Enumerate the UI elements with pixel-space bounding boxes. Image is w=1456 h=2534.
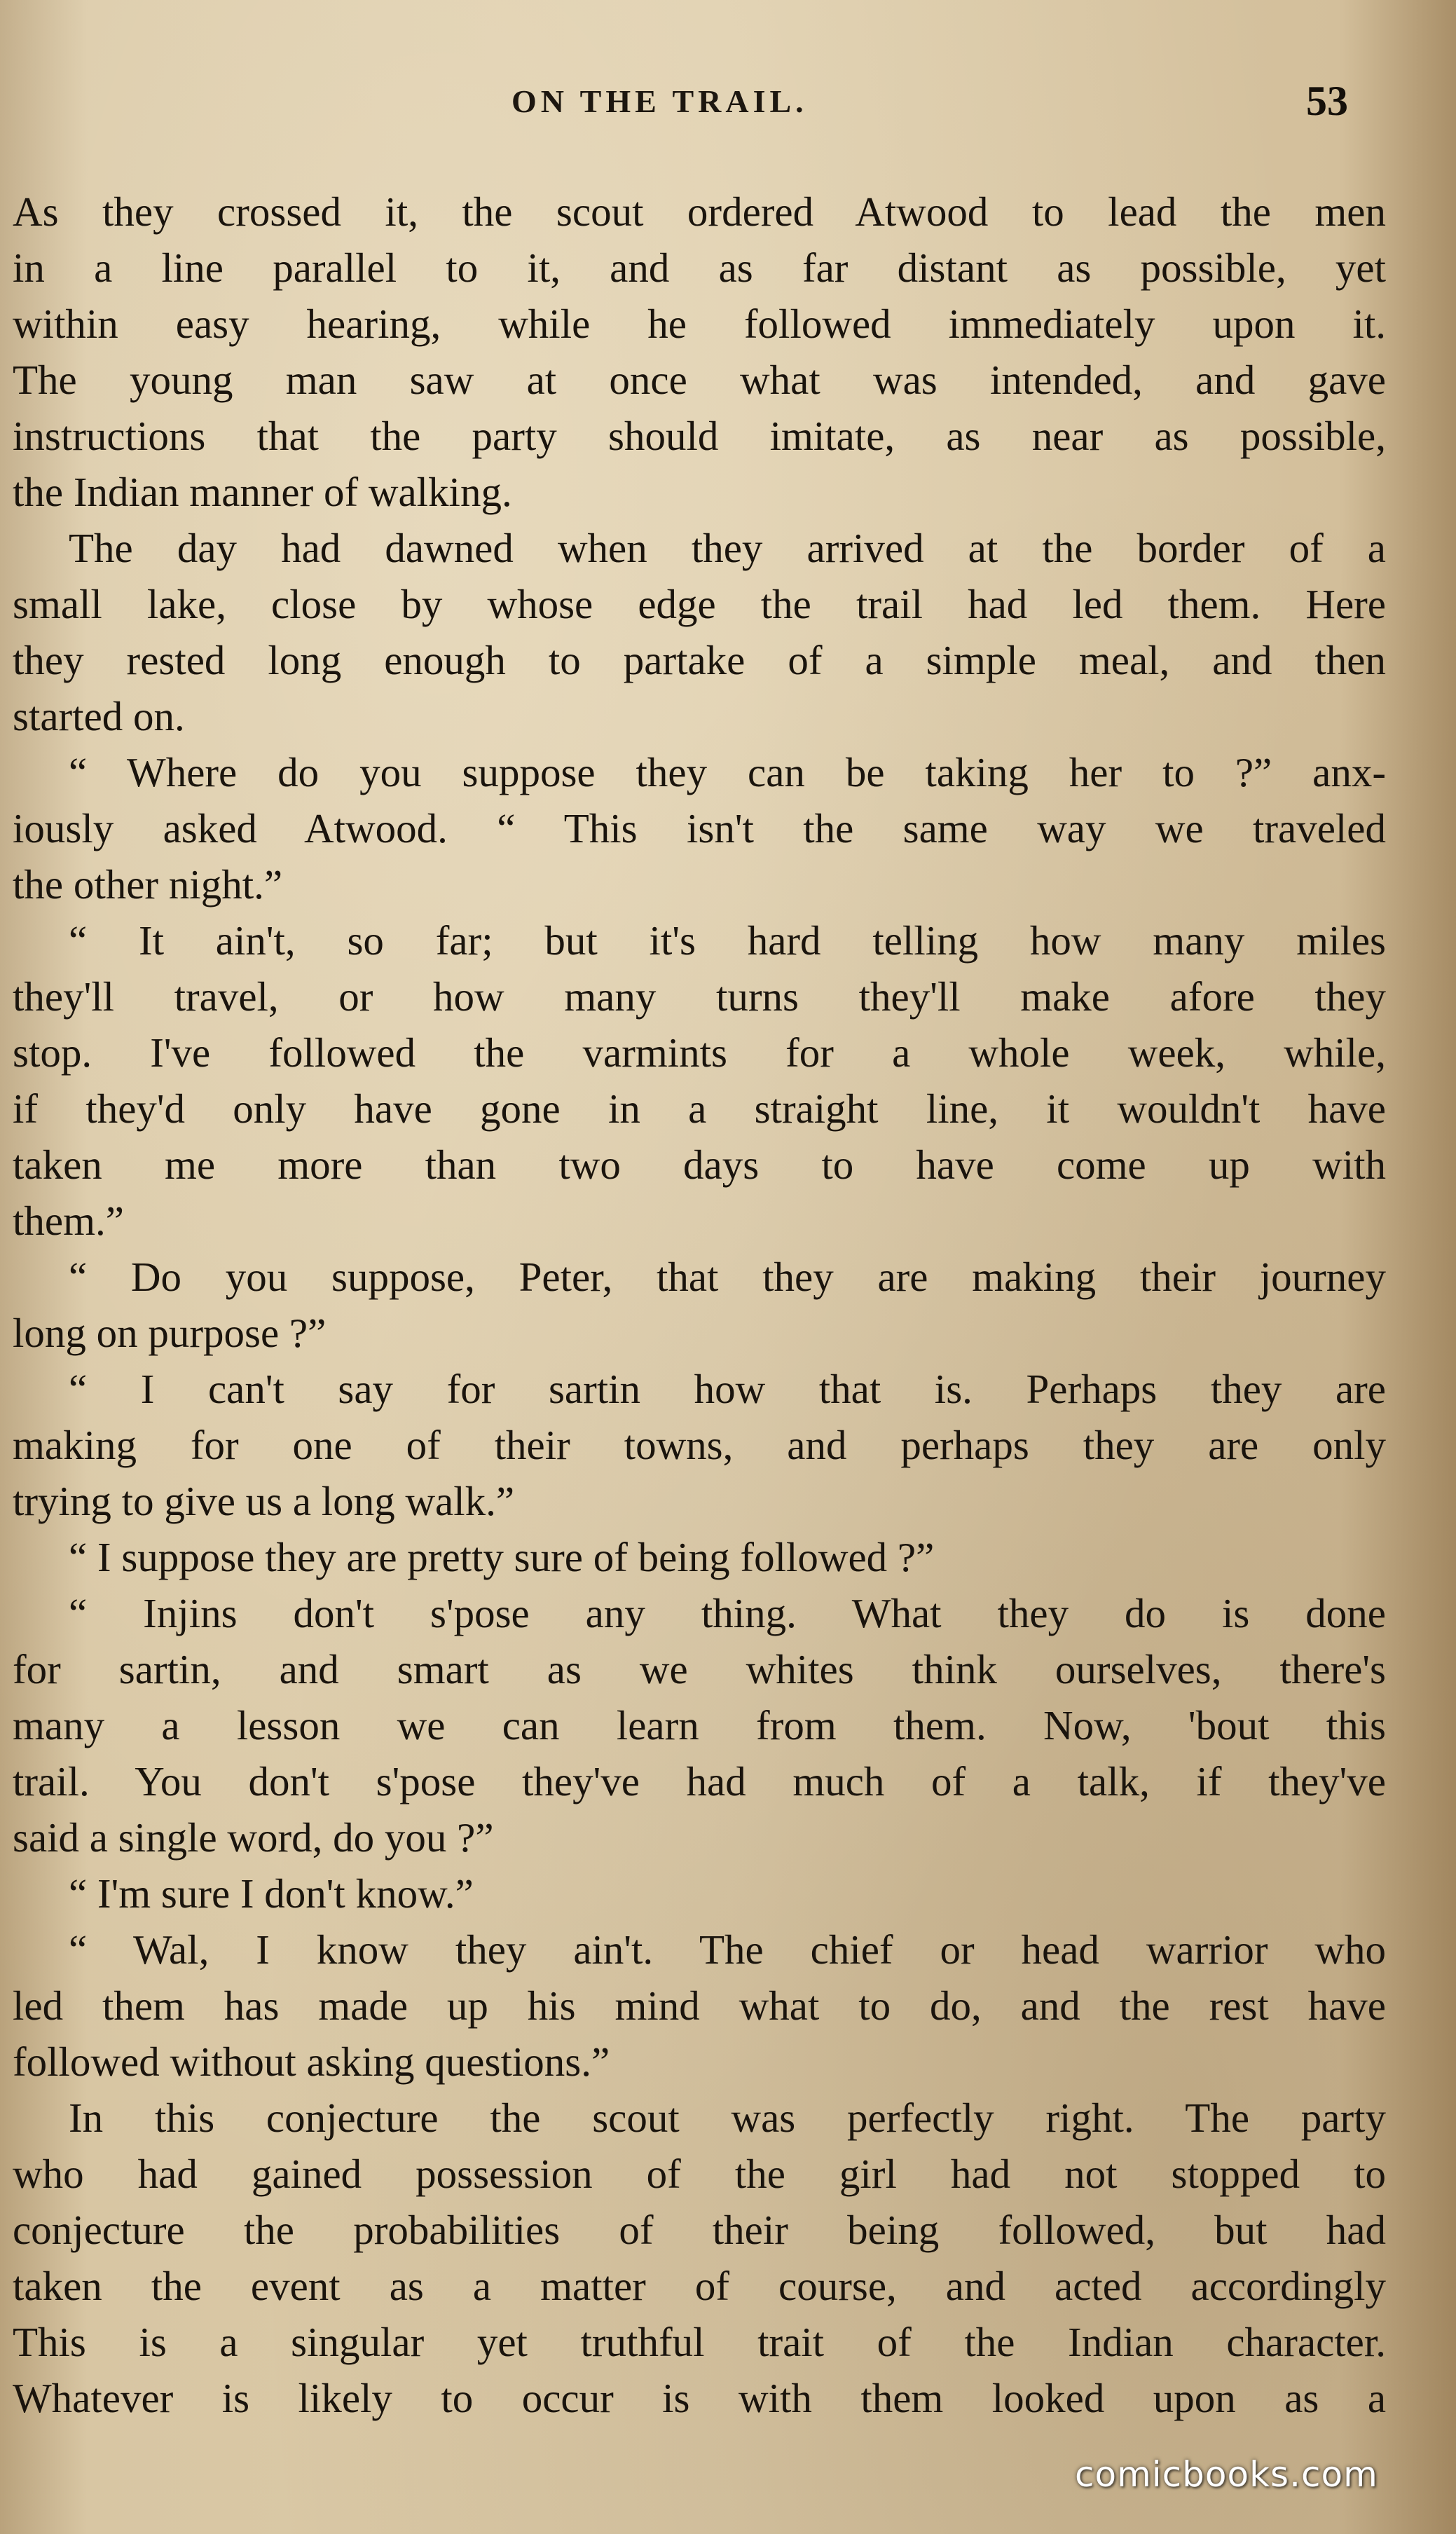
text-line: long on purpose ?” [13, 1310, 327, 1356]
text-line: instructions that the party should imitate, as near as possible, [13, 413, 1386, 459]
text-line: taken the event as a matter of course, and acted accordingly [13, 2263, 1386, 2309]
text-line: “ I'm sure I don't know.” [69, 1870, 474, 1917]
text-line: Whatever is likely to occur is with them looked upon as a [13, 2375, 1386, 2421]
text-line: in a line parallel to it, and as far distant as possible, yet [13, 245, 1386, 291]
running-head: ON THE TRAIL. [511, 83, 808, 119]
text-line: conjecture the probabilities of their being followed, but had [13, 2207, 1386, 2253]
text-line: followed without asking questions.” [13, 2039, 610, 2085]
text-line: small lake, close by whose edge the trail had led them. Here [13, 581, 1386, 627]
text-line: taken me more than two days to have come up with [13, 1142, 1386, 1188]
text-line: the other night.” [13, 861, 283, 908]
text-line: “ I can't say for sartin how that is. Perhaps they are [69, 1366, 1386, 1412]
text-line: The young man saw at once what was intended, and gave [13, 357, 1386, 403]
text-line: them.” [13, 1198, 124, 1244]
text-line: for sartin, and smart as we whites think ourselves, there's [13, 1646, 1386, 1692]
text-line: if they'd only have gone in a straight line, it wouldn't have [13, 1085, 1386, 1132]
text-line: said a single word, do you ?” [13, 1814, 494, 1861]
text-line: In this conjecture the scout was perfectly right. The party [69, 2095, 1386, 2141]
text-line: they'll travel, or how many turns they'll make afore they [13, 973, 1386, 1020]
text-line: “ Do you suppose, Peter, that they are making their journey [69, 1254, 1386, 1300]
text-line: within easy hearing, while he followed immediately upon it. [13, 301, 1386, 347]
text-line: trying to give us a long walk.” [13, 1478, 515, 1524]
watermark: comicbooks.com [1075, 2454, 1378, 2495]
text-line: “ Injins don't s'pose any thing. What they do is done [69, 1590, 1386, 1636]
text-line: started on. [13, 693, 185, 739]
text-line: making for one of their towns, and perhaps they are only [13, 1422, 1386, 1468]
text-line: As they crossed it, the scout ordered Atwood to lead the men [13, 189, 1386, 235]
text-line: trail. You don't s'pose they've had much of a talk, if they've [13, 1758, 1386, 1804]
text-line: “ I suppose they are pretty sure of being followed ?” [69, 1534, 935, 1580]
body-text [13, 184, 1386, 2426]
text-line: “ Where do you suppose they can be taking her to ?” anx- [69, 749, 1386, 795]
page-number: 53 [1306, 78, 1348, 124]
text-line: led them has made up his mind what to do, and the rest have [13, 1982, 1386, 2029]
text-line: “ Wal, I know they ain't. The chief or head warrior who [69, 1926, 1386, 1973]
text-line: who had gained possession of the girl had not stopped to [13, 2151, 1386, 2197]
text-line: they rested long enough to partake of a simple meal, and then [13, 637, 1386, 683]
text-line: This is a singular yet truthful trait of the Indian character. [13, 2319, 1386, 2365]
text-line: stop. I've followed the varmints for a whole week, while, [13, 1029, 1386, 1076]
text-line: The day had dawned when they arrived at the border of a [69, 525, 1386, 571]
page-header [0, 78, 1456, 125]
text-line: the Indian manner of walking. [13, 469, 512, 515]
text-line: “ It ain't, so far; but it's hard telling how many miles [69, 917, 1386, 964]
text-line: many a lesson we can learn from them. Now, 'bout this [13, 1702, 1386, 1748]
text-line: iously asked Atwood. “ This isn't the same way we traveled [13, 805, 1386, 851]
